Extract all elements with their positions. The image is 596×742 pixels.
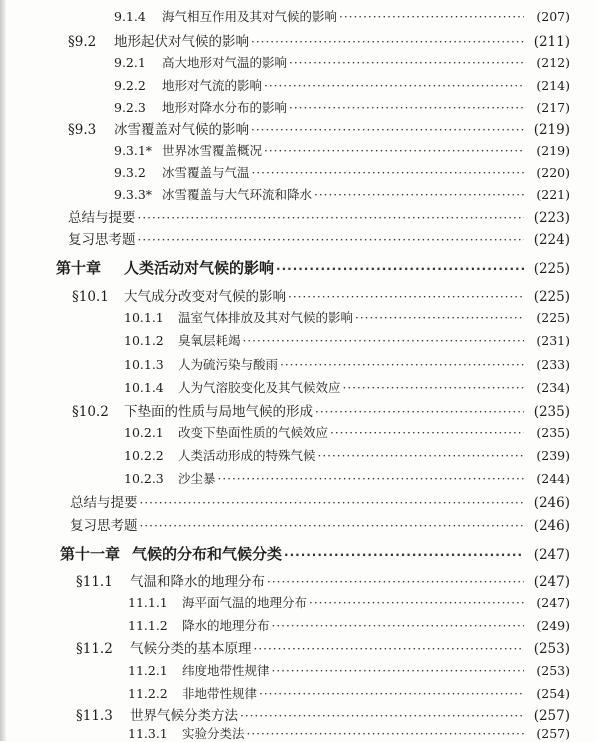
dot-leader <box>243 334 524 348</box>
toc-chapter-11 <box>0 543 570 564</box>
chapter-title: 人类活动对气候的影响 <box>124 259 275 277</box>
toc-title: 实验分类法 <box>182 726 245 741</box>
toc-number: 10.2.2 <box>124 448 164 463</box>
toc-number: §11.3 <box>76 708 113 724</box>
toc-title: 冰雪覆盖对气候的影响 <box>114 122 249 138</box>
toc-number: 9.1.4 <box>114 9 146 24</box>
dot-leader <box>240 709 524 723</box>
toc-number: 11.1.2 <box>128 618 168 633</box>
dot-leader <box>138 233 525 247</box>
toc-page: (211) <box>533 34 570 50</box>
toc-title: 人类活动形成的特殊气候 <box>178 448 316 463</box>
toc-number: 9.3.3* <box>114 187 153 202</box>
toc-entry-9-2 <box>0 30 570 50</box>
toc-entry-11-2 <box>0 637 570 657</box>
toc-page: (239) <box>536 448 570 463</box>
toc-page: (249) <box>536 618 570 633</box>
toc-page: (247) <box>533 574 570 590</box>
toc-number: 9.3.2 <box>114 165 146 180</box>
toc-page: (214) <box>536 78 570 93</box>
dot-leader <box>264 144 524 158</box>
toc-title: 冰雪覆盖与大气环流和降水 <box>162 187 313 202</box>
toc-title: 地形起伏对气候的影响 <box>114 34 249 50</box>
dot-leader <box>140 519 525 533</box>
toc-page: (253) <box>533 641 570 657</box>
toc-page: (219) <box>533 122 570 138</box>
toc-page: (221) <box>536 187 570 202</box>
dot-leader <box>138 211 525 225</box>
toc-entry-10-2-3 <box>0 469 570 487</box>
toc-title: 海气相互作用及其对气候的影响 <box>162 9 338 24</box>
toc-page: (233) <box>536 357 570 372</box>
toc-number: 10.1.3 <box>124 357 164 372</box>
toc-page: (212) <box>536 55 570 70</box>
toc-title: 冰雪覆盖与气温 <box>162 165 250 180</box>
toc-page: (254) <box>536 686 570 701</box>
toc-entry-9-3-3 <box>0 185 570 203</box>
toc-entry-9-3-1 <box>0 141 570 159</box>
toc-title: 下垫面的性质与局地气候的形成 <box>124 404 313 420</box>
toc-page: (247) <box>536 595 570 610</box>
toc-number: 9.2.1 <box>114 55 146 70</box>
dot-leader <box>280 358 524 372</box>
toc-number: §11.2 <box>76 641 113 657</box>
toc-entry-11-3 <box>0 704 570 724</box>
toc-entry-9-2-1 <box>0 53 570 71</box>
toc-entry-11-2-1 <box>0 661 570 679</box>
toc-page: (247) <box>533 547 570 563</box>
toc-number: 10.2.3 <box>124 471 164 486</box>
toc-title: 纬度地带性规律 <box>182 663 270 678</box>
chapter-title: 气候的分布和气候分类 <box>132 545 283 563</box>
toc-title: 气温和降水的地理分布 <box>130 574 265 590</box>
toc-entry-11-3-1 <box>0 724 570 742</box>
dot-leader <box>276 262 524 276</box>
dot-leader <box>309 596 524 610</box>
toc-entry-10-2 <box>0 400 570 420</box>
toc-title: 人为硫污染与酸雨 <box>178 357 279 372</box>
toc-page: (235) <box>536 425 570 440</box>
toc-page: (246) <box>533 518 570 534</box>
toc-number: §9.3 <box>68 122 97 138</box>
toc-entry-11-2-2 <box>0 684 570 702</box>
toc-entry-10-1 <box>0 285 570 305</box>
dot-leader <box>339 10 524 24</box>
dot-leader <box>251 123 524 137</box>
toc-page: (220) <box>536 165 570 180</box>
dot-leader <box>288 290 524 304</box>
toc-page: (231) <box>536 333 570 348</box>
toc-number: §10.1 <box>72 289 109 305</box>
toc-entry-10-2-2 <box>0 446 570 464</box>
toc-page: (246) <box>533 495 570 511</box>
toc-entry-review-ch10 <box>0 514 570 534</box>
toc-number: 10.1.4 <box>124 380 164 395</box>
toc-title: 复习思考题 <box>68 232 136 248</box>
toc-title: 温室气体排放及其对气候的影响 <box>178 310 354 325</box>
dot-leader <box>251 35 524 49</box>
toc-page: (225) <box>533 261 570 277</box>
toc-title: 改变下垫面性质的气候效应 <box>178 425 329 440</box>
toc-number: §11.1 <box>76 574 113 590</box>
toc-number: 11.3.1 <box>128 726 168 741</box>
toc-title: 高大地形对气温的影响 <box>162 55 288 70</box>
toc-chapter-10 <box>0 257 570 278</box>
toc-number: 9.2.3 <box>114 100 146 115</box>
toc-entry-9-3-2 <box>0 163 570 181</box>
toc-page: (225) <box>533 289 570 305</box>
toc-entry-9-1-4 <box>0 7 570 25</box>
dot-leader <box>330 426 524 440</box>
toc-entry-9-2-3 <box>0 98 570 116</box>
dot-leader <box>272 619 524 633</box>
toc-title: 气候分类的基本原理 <box>130 641 252 657</box>
toc-page: (224) <box>533 232 570 248</box>
toc-number: 9.2.2 <box>114 78 146 93</box>
toc-title: 地形对气流的影响 <box>162 78 263 93</box>
toc-title: 臭氧层耗竭 <box>178 333 241 348</box>
toc-entry-summary-ch9 <box>0 206 570 226</box>
toc-page: (217) <box>536 100 570 115</box>
dot-leader <box>140 496 525 510</box>
toc-title: 世界气候分类方法 <box>130 708 238 724</box>
toc-number: 10.2.1 <box>124 425 164 440</box>
toc-number: §9.2 <box>68 34 97 50</box>
dot-leader <box>218 472 524 486</box>
toc-page: (234) <box>536 380 570 395</box>
toc-entry-10-2-1 <box>0 423 570 441</box>
dot-leader <box>284 548 524 562</box>
toc-title: 人为气溶胶变化及其气候效应 <box>178 380 341 395</box>
toc-title: 复习思考题 <box>70 518 138 534</box>
dot-leader <box>355 311 524 325</box>
dot-leader <box>314 188 524 202</box>
toc-entry-summary-ch10 <box>0 491 570 511</box>
toc-entry-11-1 <box>0 570 570 590</box>
toc-number: 9.3.1* <box>114 143 153 158</box>
toc-page: (253) <box>536 663 570 678</box>
toc-entry-review-ch9 <box>0 228 570 248</box>
chapter-number: 第十一章 <box>60 545 121 563</box>
toc-entry-11-1-2 <box>0 616 570 634</box>
toc-number: 11.2.1 <box>128 663 168 678</box>
toc-title: 总结与提要 <box>70 495 138 511</box>
dot-leader <box>267 575 524 589</box>
toc-number: §10.2 <box>72 404 109 420</box>
dot-leader <box>259 687 524 701</box>
toc-entry-11-1-1 <box>0 593 570 611</box>
toc-page: (235) <box>533 404 570 420</box>
toc-page: (244) <box>536 471 570 486</box>
toc-page: (219) <box>536 143 570 158</box>
toc-entry-9-3 <box>0 118 570 138</box>
toc-title: 地形对降水分布的影响 <box>162 100 288 115</box>
dot-leader <box>315 405 524 419</box>
toc-title: 总结与提要 <box>68 210 136 226</box>
dot-leader <box>343 381 524 395</box>
toc-page: (257) <box>536 726 570 741</box>
dot-leader <box>289 101 524 115</box>
toc-entry-10-1-2 <box>0 331 570 349</box>
toc-title: 降水的地理分布 <box>182 618 270 633</box>
toc-title: 沙尘暴 <box>178 471 216 486</box>
toc-entry-10-1-1 <box>0 308 570 326</box>
toc-entry-9-2-2 <box>0 76 570 94</box>
toc-entry-10-1-3 <box>0 355 570 373</box>
toc-title: 海平面气温的地理分布 <box>182 595 308 610</box>
toc-title: 非地带性规律 <box>182 686 258 701</box>
dot-leader <box>254 642 525 656</box>
dot-leader <box>318 449 524 463</box>
dot-leader <box>264 79 524 93</box>
toc-number: 11.2.2 <box>128 686 168 701</box>
chapter-number: 第十章 <box>56 259 102 277</box>
toc-number: 10.1.1 <box>124 310 164 325</box>
toc-entry-10-1-4 <box>0 378 570 396</box>
toc-page: (223) <box>533 210 570 226</box>
toc-number: 10.1.2 <box>124 333 164 348</box>
dot-leader <box>247 727 524 741</box>
toc-page: (257) <box>533 708 570 724</box>
toc-page: (207) <box>536 9 570 24</box>
dot-leader <box>289 56 524 70</box>
dot-leader <box>272 664 524 678</box>
toc-title: 世界冰雪覆盖概况 <box>162 143 263 158</box>
toc-number: 11.1.1 <box>128 595 168 610</box>
dot-leader <box>252 166 524 180</box>
toc-page: (225) <box>536 310 570 325</box>
toc-title: 大气成分改变对气候的影响 <box>124 289 286 305</box>
